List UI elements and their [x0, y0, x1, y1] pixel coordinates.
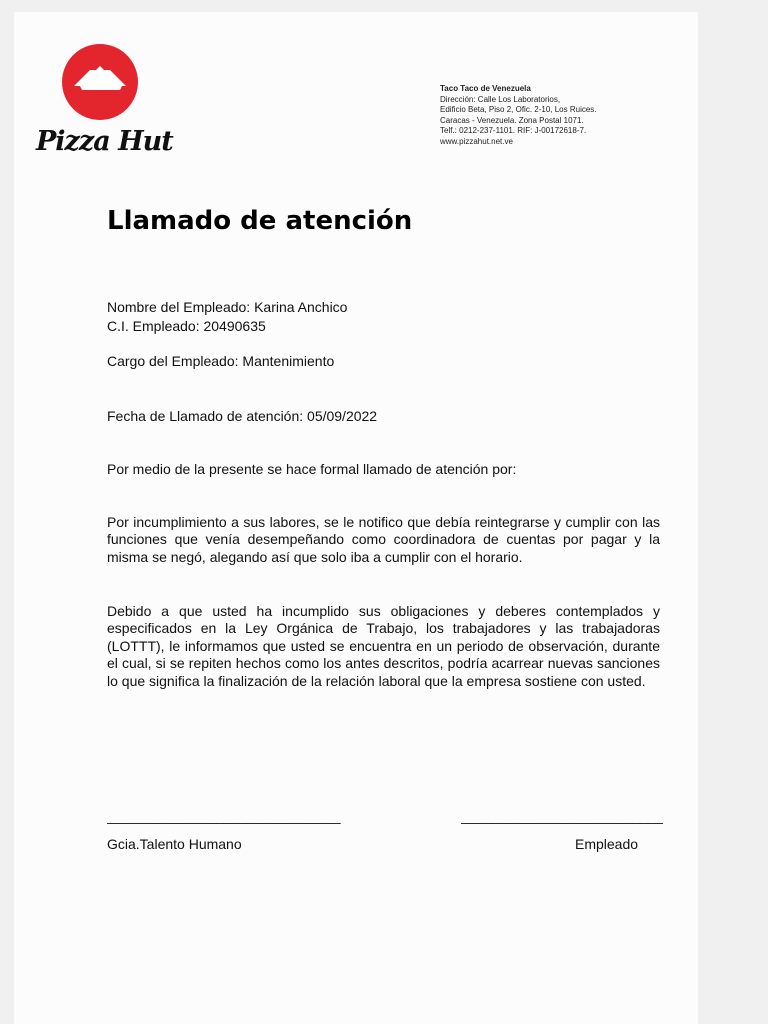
pizza-hut-logo	[36, 42, 173, 162]
company-info	[440, 84, 680, 147]
employee-position: Cargo del Empleado: Mantenimiento	[107, 353, 335, 369]
company-phone-rif: Telf.: 0212-237-1101. RIF: J-00172618-7.	[440, 126, 587, 135]
intro-text: Por medio de la presente se hace formal llamado de atención por:	[107, 461, 517, 477]
company-address-line: Edificio Beta, Piso 2, Ofic. 2-10, Los Ruices.	[440, 105, 597, 114]
reason-paragraph: Por incumplimiento a sus labores, se le notifico que debía reintegrarse y cumplir con las funciones que venía desempeñando como coordinadora de cuentas por pagar y la misma se negó, alegando así que solo iba a cumplir con el horario.	[107, 514, 660, 565]
signature-line-employee: __________________________	[461, 808, 664, 824]
notice-date: Fecha de Llamado de atención: 05/09/2022	[107, 408, 378, 424]
employee-id: C.I. Empleado: 20490635	[107, 318, 266, 334]
company-address-line: Dirección: Calle Los Laboratorios,	[440, 94, 561, 104]
company-address-line: Caracas - Venezuela. Zona Postal 1071.	[440, 115, 584, 125]
signature-label-employee: Empleado	[575, 836, 639, 852]
company-name: Taco Taco de Venezuela	[440, 84, 531, 93]
employee-name: Nombre del Empleado: Karina Anchico	[107, 299, 348, 315]
signature-label-hr: Gcia.Talento Humano	[107, 836, 242, 852]
pizza-hut-wordmark: Pizza Hut	[36, 126, 173, 157]
pizza-hut-roof-icon	[36, 42, 166, 126]
letter-page	[14, 12, 698, 1024]
letter-title: Llamado de atención	[107, 206, 413, 236]
consequence-paragraph: Debido a que usted ha incumplido sus obligaciones y deberes contemplados y especificados en la Ley Orgánica de Trabajo, los trabajadores y las trabajadoras (LOTTT), le informamos que usted se encuentra en un periodo de observación, durante el cual, si se repiten hechos como los antes descritos, podría acarrear nuevas sanciones lo que significa la finalización de la relación laboral que la empresa sostiene con usted.	[107, 603, 660, 689]
company-website: www.pizzahut.net.ve	[440, 136, 513, 146]
signature-line-hr: ______________________________	[107, 808, 341, 824]
